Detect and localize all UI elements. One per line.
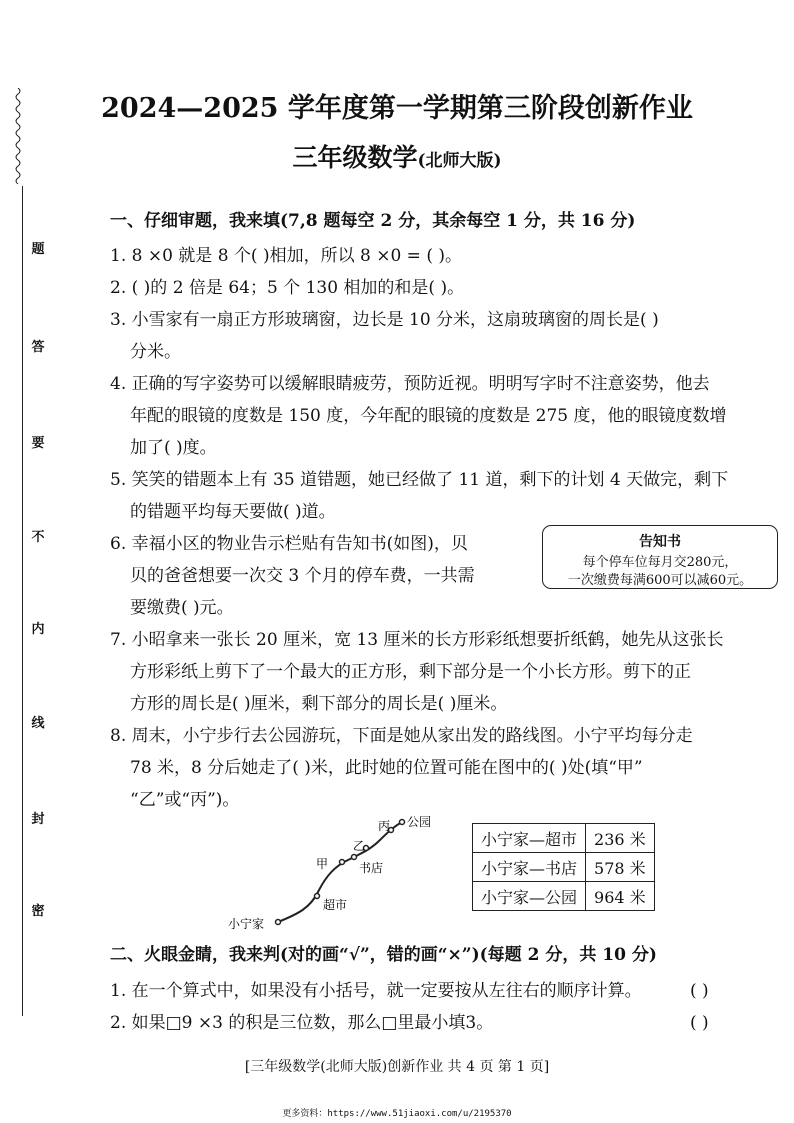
- supermarket-point: [315, 894, 320, 899]
- distance-cell: 578 米: [586, 853, 655, 882]
- question-line: 的错题平均每天要做( )道。: [130, 502, 336, 522]
- question-line: 6. 幸福小区的物业告示栏贴有告知书(如图)，贝: [110, 534, 468, 554]
- question-line: 年配的眼镜的度数是 150 度，今年配的眼镜的度数是 275 度，他的眼镜度数增: [130, 406, 727, 426]
- question-line: 要缴费( )元。: [130, 598, 234, 618]
- question-line: 分米。: [130, 342, 181, 362]
- notice-line: 一次缴费每满600可以减60元。: [567, 573, 753, 588]
- question-line: 8. 周末，小宁步行去公园游玩，下面是她从家出发的路线图。小宁平均每分走: [110, 726, 693, 746]
- park-label: 公园: [407, 815, 432, 829]
- park-point: [400, 820, 405, 825]
- notice-title: 告知书: [639, 534, 681, 550]
- notice-line: 每个停车位每月交280元，: [582, 555, 738, 570]
- question-line: 1. 8 ×0 就是 8 个( )相加，所以 8 ×0 = ( )。: [110, 246, 463, 266]
- binding-char: 不: [31, 530, 45, 545]
- page-subtitle: [0, 138, 794, 174]
- route-cell: 小宁家—公园: [473, 882, 586, 911]
- judge-item: 1. 在一个算式中，如果没有小括号，就一定要按从左往右的顺序计算。: [110, 981, 642, 1001]
- distance-cell: 236 米: [586, 824, 655, 853]
- bookstore-point: [352, 855, 357, 860]
- answer-blank[interactable]: ( ): [690, 1013, 709, 1033]
- binding-char: 封: [31, 812, 45, 827]
- binding-char: 密: [31, 904, 45, 919]
- source-link[interactable]: 更多资料：https://www.51jiaoxi.com/u/2195370: [282, 1109, 512, 1119]
- supermarket-label: 超市: [323, 898, 348, 912]
- table-row: [473, 824, 655, 853]
- section1-heading: 一、仔细审题，我来填(7,8 题每空 2 分，其余每空 1 分，共 16 分): [110, 211, 636, 231]
- distance-table: [472, 823, 655, 911]
- edition-label: (北师大版): [417, 151, 502, 171]
- bookstore-label: 书店: [359, 861, 384, 875]
- binding-char: 线: [31, 716, 45, 731]
- yi-label: 乙: [353, 839, 366, 853]
- home-point: [276, 920, 281, 925]
- binding-char: 要: [31, 436, 45, 451]
- question-line: 方形的周长是( )厘米，剩下部分的周长是( )厘米。: [130, 694, 508, 714]
- distance-cell: 964 米: [586, 882, 655, 911]
- bing-label: 丙: [378, 819, 391, 833]
- route-cell: 小宁家—超市: [473, 824, 586, 853]
- jia-label: 甲: [316, 857, 329, 871]
- question-line: 5. 笑笑的错题本上有 35 道错题，她已经做了 11 道，剩下的计划 4 天做完，剩下: [110, 470, 729, 490]
- table-row: [473, 882, 655, 911]
- question-line: 贝的爸爸想要一次交 3 个月的停车费，一共需: [130, 566, 475, 586]
- page-footer: [三年级数学(北师大版)创新作业 共 4 页 第 1 页]: [244, 1059, 550, 1075]
- notice-box: [542, 525, 778, 589]
- question-line: 3. 小雪家有一扇正方形玻璃窗，边长是 10 分米，这扇玻璃窗的周长是( ): [110, 310, 659, 330]
- page-title: 2024—2025 学年度第一学期第三阶段创新作业: [101, 93, 693, 124]
- question-line: 2. ( )的 2 倍是 64；5 个 130 相加的和是( )。: [110, 278, 465, 298]
- question-line: 78 米，8 分后她走了( )米，此时她的位置可能在图中的( )处(填“甲”: [130, 758, 643, 778]
- binding-char: 题: [31, 242, 45, 257]
- answer-blank[interactable]: ( ): [690, 981, 709, 1001]
- question-line: 方形彩纸上剪下了一个最大的正方形，剩下部分是一个小长方形。剪下的正: [130, 662, 691, 682]
- jia-point: [340, 860, 345, 865]
- binding-char: 内: [31, 622, 45, 637]
- binding-line: [22, 186, 23, 1016]
- binding-char: 答: [31, 340, 45, 355]
- question-line: 7. 小昭拿来一张长 20 厘米，宽 13 厘米的长方形彩纸想要折纸鹤，她先从这张长: [110, 630, 724, 650]
- route-map: [220, 810, 450, 935]
- question-line: “乙”或“丙”)。: [130, 790, 240, 810]
- subject-label: 三年级数学: [292, 143, 418, 172]
- home-label: 小宁家: [228, 917, 265, 931]
- section2-heading: 二、火眼金睛，我来判(对的画“√”，错的画“×”)(每题 2 分，共 10 分): [110, 945, 657, 965]
- judge-item: 2. 如果□9 ×3 的积是三位数，那么□里最小填3。: [110, 1013, 494, 1033]
- route-cell: 小宁家—书店: [473, 853, 586, 882]
- table-row: [473, 853, 655, 882]
- question-line: 加了( )度。: [130, 438, 217, 458]
- question-line: 4. 正确的写字姿势可以缓解眼睛疲劳，预防近视。明明写字时不注意姿势，他去: [110, 374, 710, 394]
